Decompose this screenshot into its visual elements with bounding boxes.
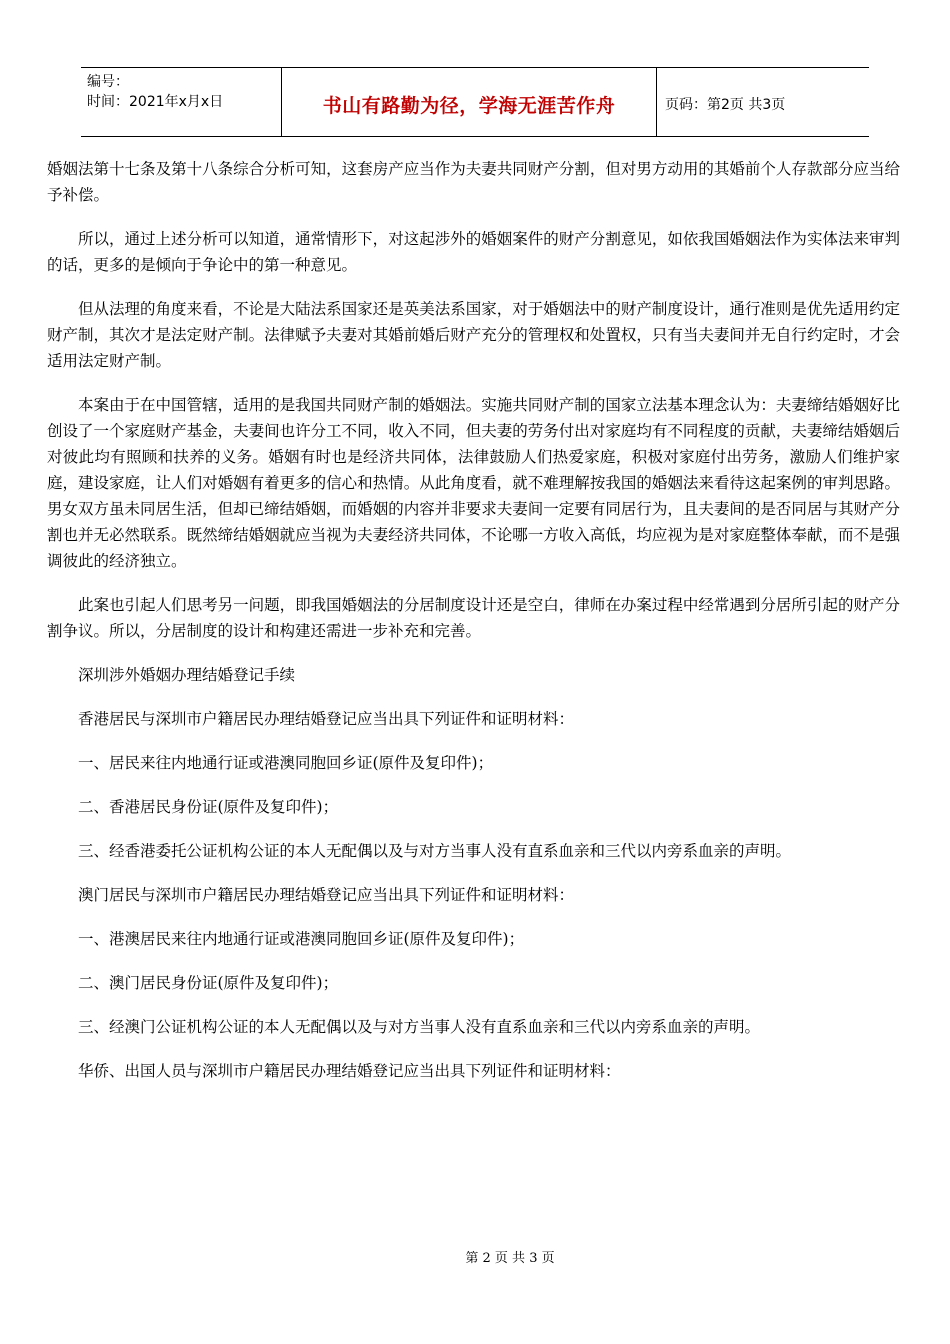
paragraph: 此案也引起人们思考另一问题，即我国婚姻法的分居制度设计还是空白，律师在办案过程中经常遇到分居所引起的财产分割争议。所以，分居制度的设计和构建还需进一步补充和完善。 bbox=[47, 596, 900, 640]
document-body bbox=[47, 156, 900, 1102]
document-number-label: 编号： bbox=[87, 74, 129, 90]
header-meta bbox=[81, 68, 281, 136]
header-motto: 书山有路勤为径，学海无涯苦作舟 bbox=[322, 94, 616, 117]
list-item: 一、港澳居民来往内地通行证或港澳同胞回乡证(原件及复印件)； bbox=[78, 930, 525, 948]
paragraph: 但从法理的角度来看，不论是大陆法系国家还是英美法系国家，对于婚姻法中的财产制度设计，通行准则是优先适用约定财产制，其次才是法定财产制。法律赋予夫妻对其婚前婚后财产充分的管理权和处置权，只有当夫妻间并无自行约定时，才会适用法定财产制。 bbox=[47, 300, 900, 370]
paragraph: 所以，通过上述分析可以知道，通常情形下，对这起涉外的婚姻案件的财产分割意见，如依我国婚姻法作为实体法来审判的话，更多的是倾向于争论中的第一种意见。 bbox=[47, 230, 900, 274]
paragraph: 香港居民与深圳市户籍居民办理结婚登记应当出具下列证件和证明材料： bbox=[78, 710, 575, 728]
header-page-info-cell bbox=[657, 68, 869, 136]
paragraph: 澳门居民与深圳市户籍居民办理结婚登记应当出具下列证件和证明材料： bbox=[78, 886, 575, 904]
document-header bbox=[81, 67, 869, 137]
list-item: 三、经澳门公证机构公证的本人无配偶以及与对方当事人没有直系血亲和三代以内旁系血亲的声明。 bbox=[78, 1018, 761, 1036]
header-page-info: 页码：第2页 共3页 bbox=[665, 97, 786, 113]
header-motto-cell bbox=[281, 68, 657, 136]
list-item: 一、居民来往内地通行证或港澳同胞回乡证(原件及复印件)； bbox=[78, 754, 494, 772]
page-footer: 第 2 页 共 3 页 bbox=[465, 1251, 555, 1266]
list-item: 三、经香港委托公证机构公证的本人无配偶以及与对方当事人没有直系血亲和三代以内旁系血亲的声明。 bbox=[78, 842, 792, 860]
list-item: 二、香港居民身份证(原件及复印件)； bbox=[78, 798, 339, 816]
paragraph: 婚姻法第十七条及第十八条综合分析可知，这套房产应当作为夫妻共同财产分割，但对男方动用的其婚前个人存款部分应当给予补偿。 bbox=[47, 160, 900, 204]
paragraph: 本案由于在中国管辖，适用的是我国共同财产制的婚姻法。实施共同财产制的国家立法基本理念认为：夫妻缔结婚姻好比创设了一个家庭财产基金，夫妻间也许分工不同，收入不同，但夫妻的劳务付出对家庭均有不同程度的贡献，夫妻缔结婚姻后对彼此均有照顾和扶养的义务。婚姻有时也是经济共同体，法律鼓励人们热爱家庭，积极对家庭付出劳务，激励人们维护家庭，建设家庭，让人们对婚姻有着更多的信心和热情。从此角度看，就不难理解按我国的婚姻法来看待这起案例的审判思路。男女双方虽未同居生活，但却已缔结婚姻，而婚姻的内容并非要求夫妻间一定要有同居行为，且夫妻间的是否同居与其财产分割也并无必然联系。既然缔结婚姻就应当视为夫妻经济共同体，不论哪一方收入高低，均应视为是对家庭整体奉献，而不是强调彼此的经济独立。 bbox=[47, 396, 900, 570]
list-item: 二、澳门居民身份证(原件及复印件)； bbox=[78, 974, 339, 992]
document-time-label: 时间：2021年x月x日 bbox=[87, 94, 224, 110]
section-heading: 深圳涉外婚姻办理结婚登记手续 bbox=[78, 666, 296, 684]
paragraph: 华侨、出国人员与深圳市户籍居民办理结婚登记应当出具下列证件和证明材料： bbox=[78, 1062, 621, 1080]
